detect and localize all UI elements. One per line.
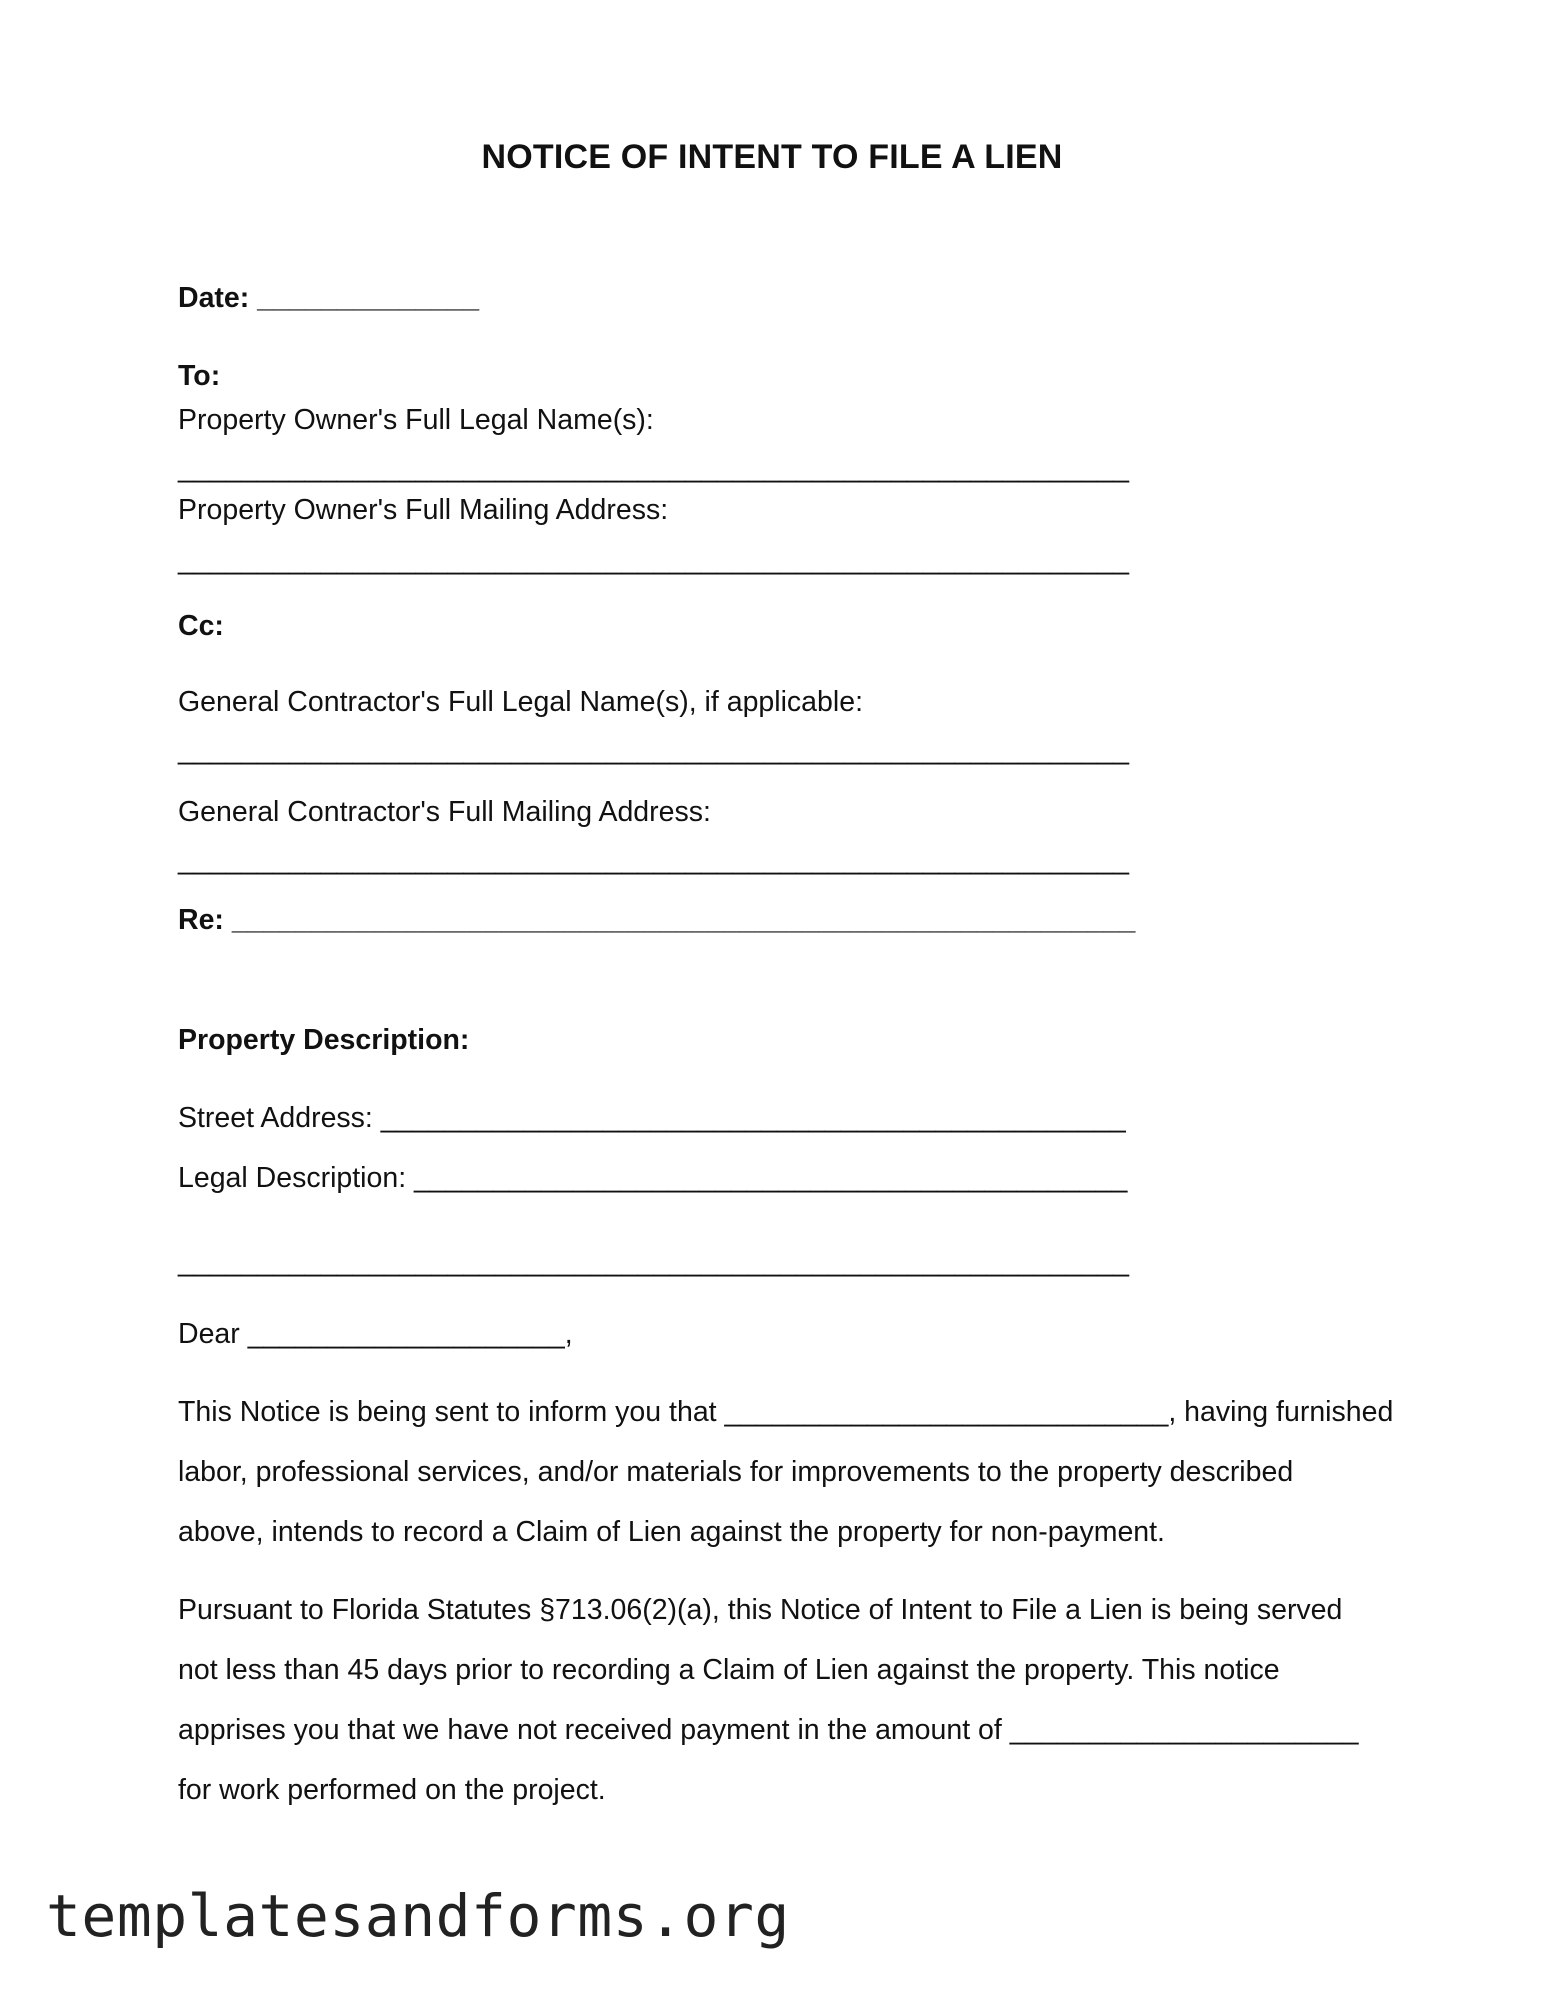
paragraph-notice xyxy=(178,1382,1448,1562)
owner-name-label: Property Owner's Full Legal Name(s): xyxy=(178,404,654,436)
salutation: Dear ____________________, xyxy=(178,1318,573,1350)
gc-address-blank: ____________________________________________________________ xyxy=(178,844,1130,876)
legal-description-blank: ____________________________________________________________ xyxy=(178,1246,1130,1278)
paragraph-statute xyxy=(178,1580,1448,1820)
gc-name-label: General Contractor's Full Legal Name(s), if applicable: xyxy=(178,686,863,718)
cc-label: Cc: xyxy=(178,610,224,642)
street-address-field: Street Address: _______________________________________________ xyxy=(178,1102,1126,1134)
paragraph-line: Pursuant to Florida Statutes §713.06(2)(a), this Notice of Intent to File a Lien is being served xyxy=(178,1594,1343,1626)
paragraph-line: above, intends to record a Claim of Lien against the property for non-payment. xyxy=(178,1516,1165,1548)
owner-address-blank: ____________________________________________________________ xyxy=(178,544,1130,576)
legal-description-field: Legal Description: _____________________________________________ xyxy=(178,1162,1128,1194)
paragraph-line: for work performed on the project. xyxy=(178,1774,606,1806)
document-title: NOTICE OF INTENT TO FILE A LIEN xyxy=(481,138,1063,176)
paragraph-line: apprises you that we have not received payment in the amount of ______________________ xyxy=(178,1714,1359,1746)
owner-name-blank: ____________________________________________________________ xyxy=(178,452,1130,484)
paragraph-line: labor, professional services, and/or materials for improvements to the property described xyxy=(178,1456,1294,1488)
gc-name-blank: ____________________________________________________________ xyxy=(178,734,1130,766)
gc-address-label: General Contractor's Full Mailing Address: xyxy=(178,796,711,828)
watermark-text: templatesandforms.org xyxy=(46,1882,790,1950)
date-field: Date: ______________ xyxy=(178,282,480,314)
paragraph-line: not less than 45 days prior to recording a Claim of Lien against the property. This notice xyxy=(178,1654,1280,1686)
paragraph-line: This Notice is being sent to inform you that ____________________________, having furnished xyxy=(178,1396,1394,1428)
to-label: To: xyxy=(178,360,221,392)
owner-address-label: Property Owner's Full Mailing Address: xyxy=(178,494,669,526)
re-field: Re: _________________________________________________________ xyxy=(178,904,1136,936)
property-description-label: Property Description: xyxy=(178,1024,470,1056)
